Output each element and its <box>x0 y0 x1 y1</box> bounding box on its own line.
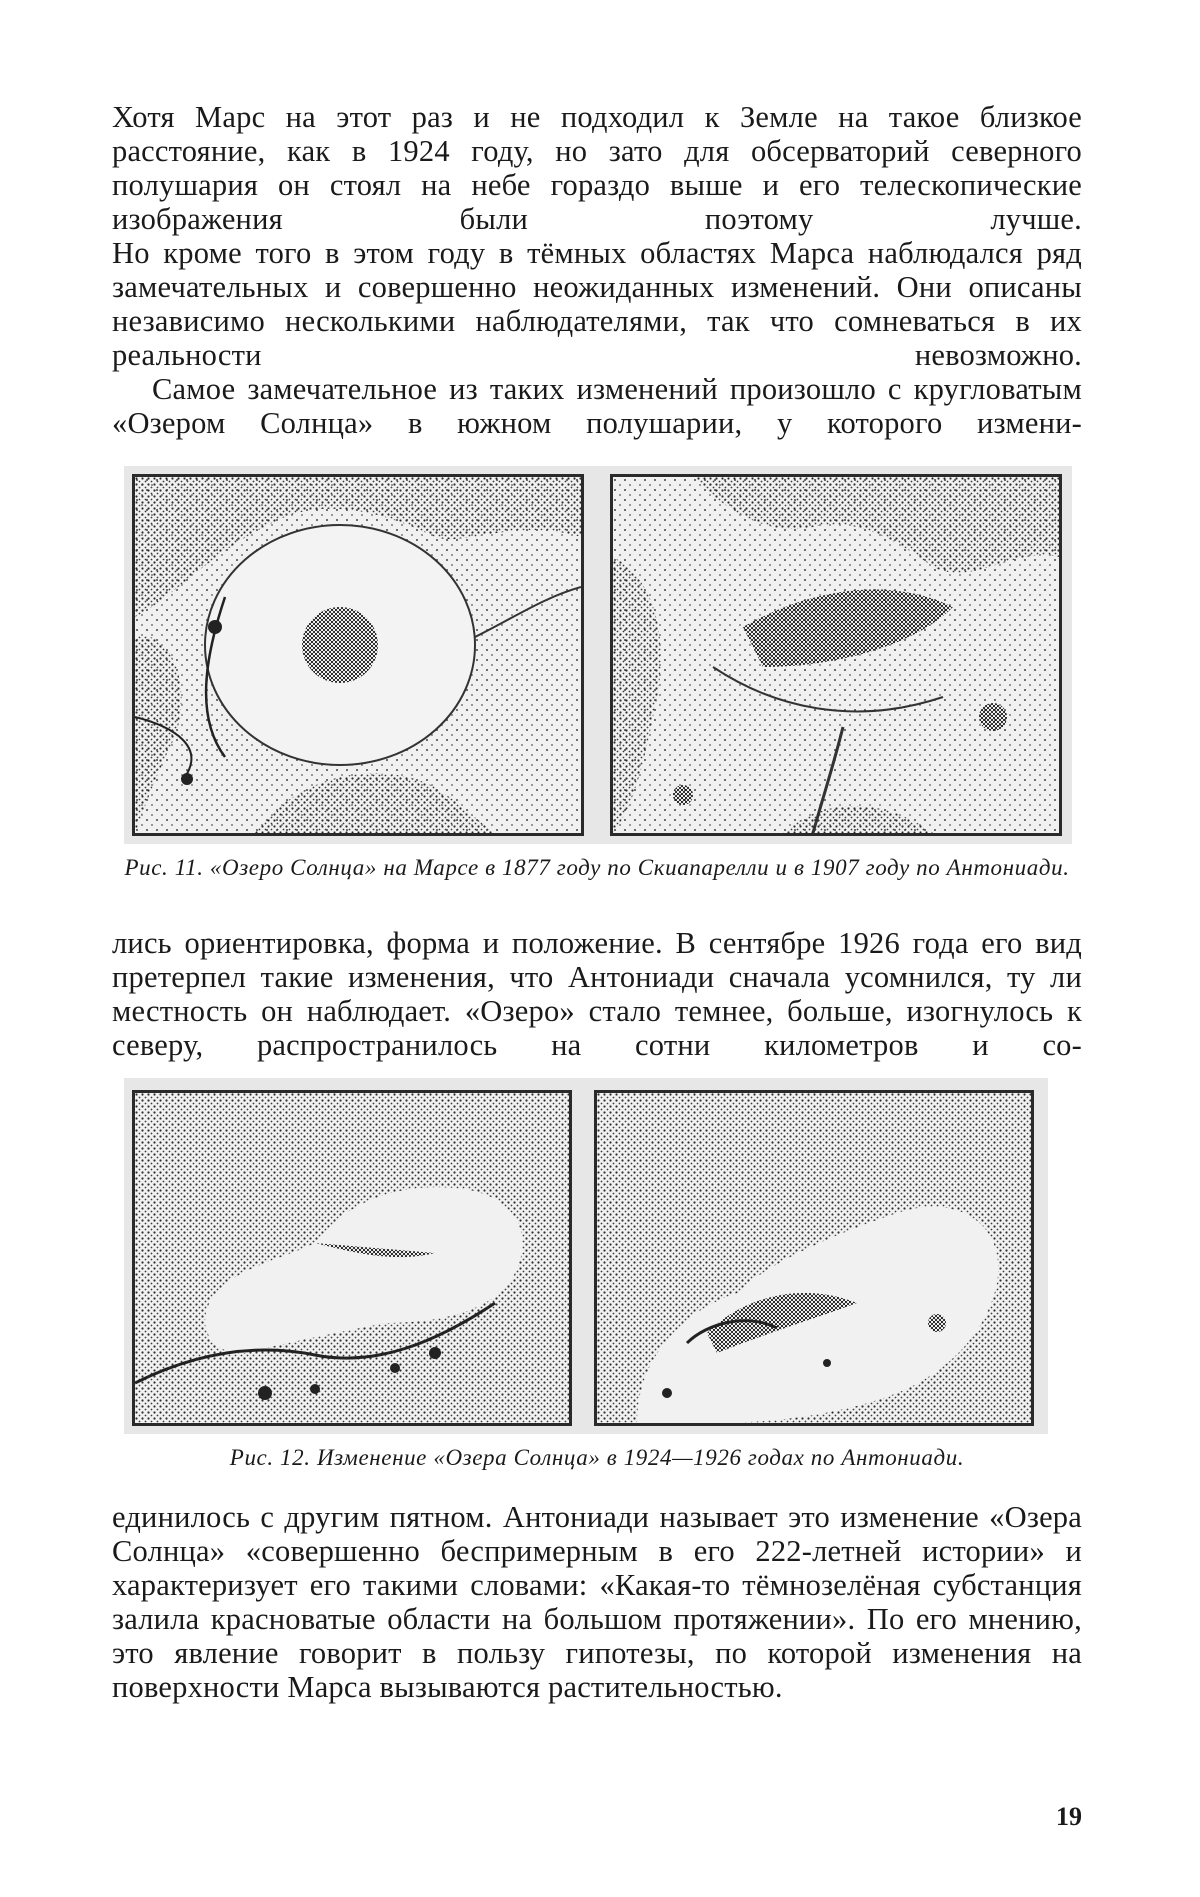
mars-map-1926 <box>597 1093 1031 1423</box>
figure-12-caption: Рис. 12. Изменение «Озера Солнца» в 1924—1926 годах по Антониади. <box>229 1445 965 1470</box>
figure-11 <box>124 466 1072 844</box>
paragraph-3: Самое замечательное из таких изменений произошло с кругловатым «Озером Солнца» в южном полушарии, у которого измени- <box>112 372 1082 440</box>
paragraph-2: Но кроме того в этом году в тёмных областях Марса наблюдался ряд замечательных и совершенно неожиданных изменений. Они описаны независимо несколькими наблюдателями, так что сомневаться в их реальности невозможно. <box>112 236 1082 372</box>
mars-map-antoniadi-1907 <box>613 477 1059 833</box>
figure-12-panel-1926 <box>594 1090 1034 1426</box>
figure-12-panel-1924 <box>132 1090 572 1426</box>
paragraph-4: лись ориентировка, форма и положение. В сентябре 1926 года его вид претерпел такие изменения, что Антониади сначала усомнился, ту ли местность он наблюдает. «Озеро» стало темнее, больше, изогнулось к северу, распространилось на сотни километров и со- <box>112 926 1082 1062</box>
paragraph-1: Хотя Марс на этот раз и не подходил к Земле на такое близкое расстояние, как в 1924 году, но зато для обсерваторий северного полушария он стоял на небе гораздо выше и его телескопические изображения были поэтому лучше. <box>112 100 1082 236</box>
figure-11-caption: Рис. 11. «Озеро Солнца» на Марсе в 1877 году по Скиапарелли и в 1907 году по Антониади. <box>124 855 1070 880</box>
figure-11-panel-1877 <box>132 474 584 836</box>
mars-map-schiaparelli <box>135 477 581 833</box>
paragraph-5: единилось с другим пятном. Антониади называет это изменение «Озера Солнца» «совершенно беспримерным в его 222-летней истории» и характеризует его такими словами: «Какая-то тёмнозелёная субстанция залила красноватые области на большом протяжении». По его мнению, это явление говорит в пользу гипотезы, по которой изменения на поверхности Марса вызываются растительностью. <box>112 1500 1082 1704</box>
page-number: 19 <box>1056 1802 1082 1831</box>
mars-map-1924 <box>135 1093 569 1423</box>
figure-12 <box>124 1078 1048 1434</box>
figure-11-panel-1907 <box>610 474 1062 836</box>
